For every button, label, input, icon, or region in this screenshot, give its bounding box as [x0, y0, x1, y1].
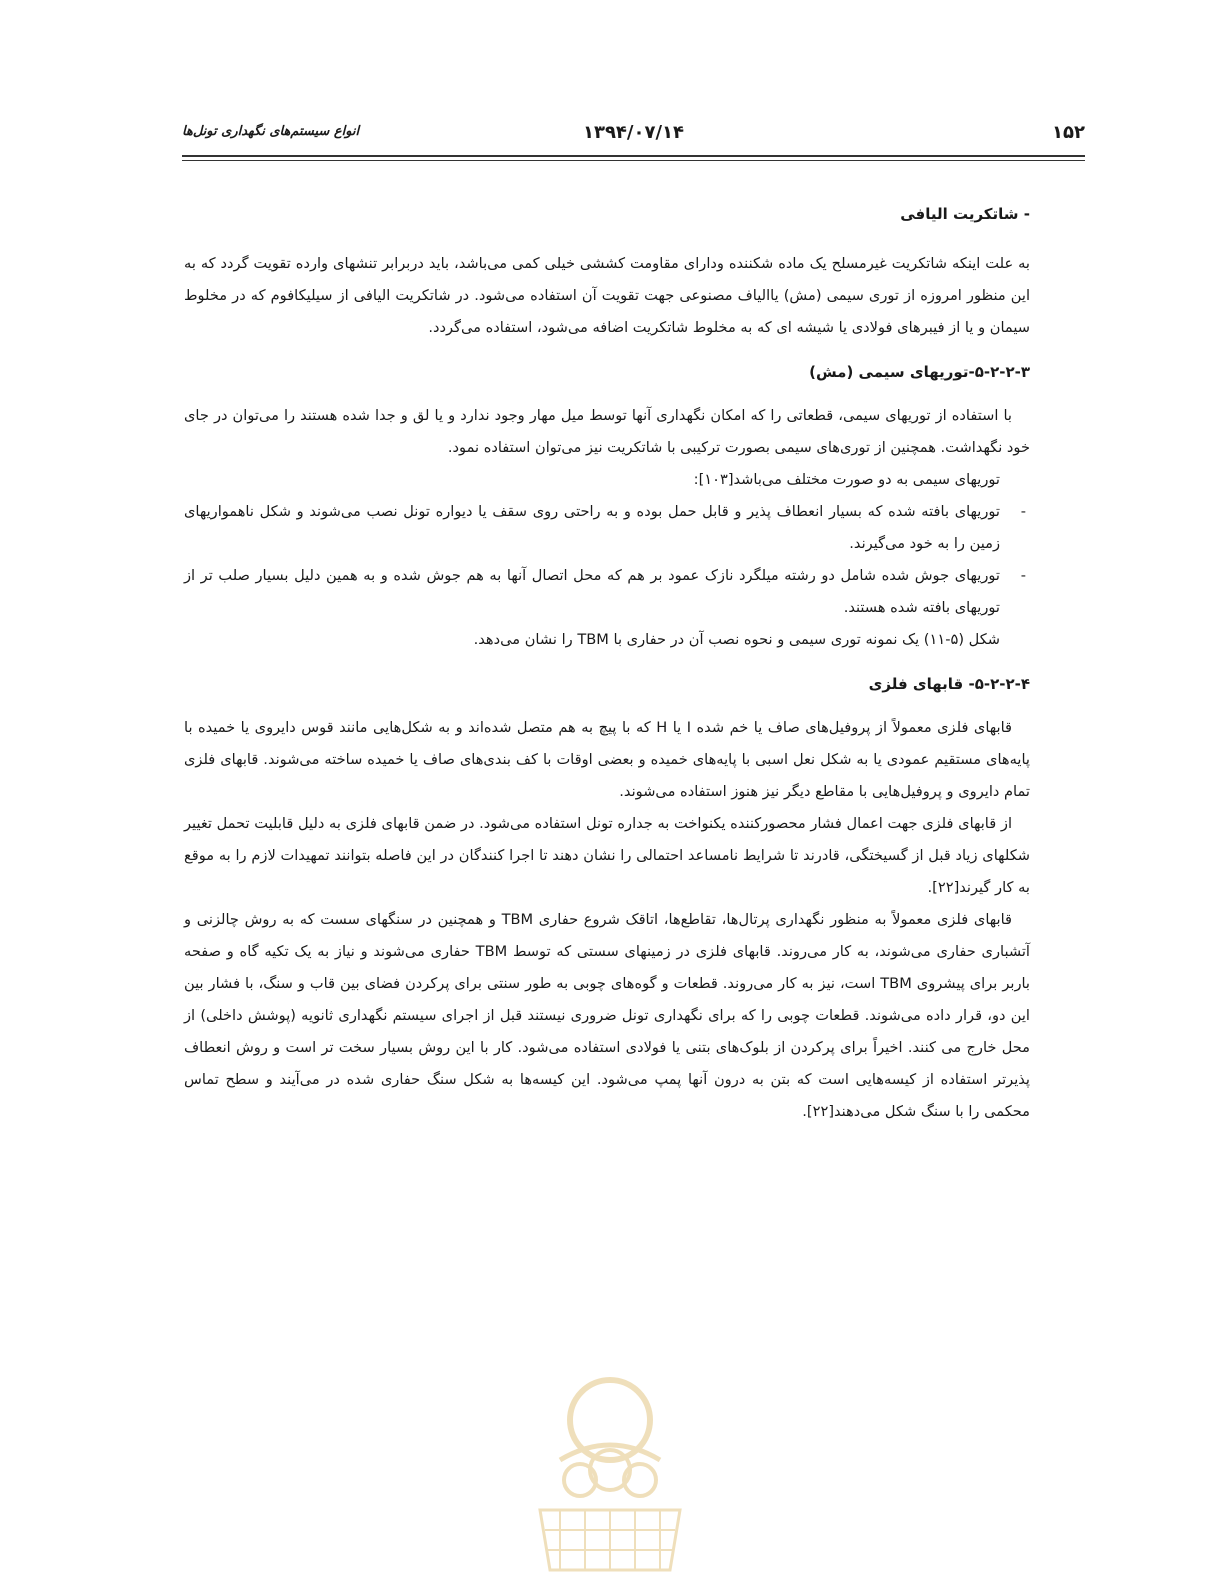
figure-reference: شکل (۵-۱۱) یک نمونه توری سیمی و نحوه نصب آن در حفاری با TBM را نشان می‌دهد.	[473, 631, 1000, 648]
mesh-types-list	[184, 496, 1030, 624]
paragraph-steel-3: قابهای فلزی معمولاً به منظور نگهداری پرتال‌ها، تقاطع‌ها، اتاقک شروع حفاری TBM و همچنین در سنگهای سست که به روش چالزنی و آتشباری حفاری می‌شوند، به کار می‌روند. قابهای فلزی در زمینهای سستی که توسط TBM حفاری می‌شوند و نیاز به یک تکیه گاه و صفحه باربر برای پیشروی TBM است، نیز به کار می‌روند. قطعات و گوه‌های چوبی به طور سنتی برای پرکردن فضای بین قاب و سنگ، با فشار بین این دو، قرار داده می‌شوند. قطعات چوبی را که برای نگهداری تونل ضروری نیستند قبل از اجرای سیستم نگهداری ثانویه (پوشش داخلی) از محل خارج می کنند. اخیراً برای پرکردن از بلوک‌های بتنی یا فولادی استفاده می‌شود. کار با این روش بسیار سخت تر است و روش انعطاف پذیرتر استفاده از کیسه‌هایی است که بتن به درون آنها پمپ می‌شود. این کیسه‌ها به شکل سنگ حفاری شده در می‌آیند و سطح تماس محکمی را با سنگ شکل می‌دهند[۲۲].	[184, 911, 1030, 1120]
page-header	[182, 122, 1085, 154]
paragraph-mesh: با استفاده از توریهای سیمی، قطعاتی را که امکان نگهداری آنها توسط میل مهار وجود ندارد و یا لق و جدا شده هستند را می‌توان در جای خود نگهداشت. همچنین از توری‌های سیمی بصورت ترکیبی با شاتکریت نیز می‌توان استفاده نمود.	[184, 407, 1030, 456]
list-item-text: توریهای جوش شده شامل دو رشته میلگرد نازک عمود بر هم که محل اتصال آنها به هم جوش شده و به همین دلیل بسیار صلب تر از توریهای بافته شده هستند.	[184, 567, 1000, 616]
running-title: انواع سیستم‌های نگهداری تونل‌ها	[182, 124, 360, 139]
header-date: ۱۳۹۴/۰۷/۱۴	[582, 122, 685, 143]
list-dash: -	[1020, 503, 1026, 520]
header-rule-thin	[182, 160, 1085, 161]
header-rule-thick	[182, 155, 1085, 157]
watermark-logo-icon	[500, 1360, 720, 1584]
page-number: ۱۵۲	[1052, 122, 1085, 143]
section-heading-steel: ۵-۲-۲-۴- قابهای فلزی	[868, 675, 1030, 693]
list-item	[184, 560, 1030, 624]
paragraph-fiber: به علت اینکه شاتکریت غیرمسلح یک ماده شکننده ودارای مقاومت کششی خیلی کمی می‌باشد، باید دربرابر تنشهای وارده تقویت گردد که به این منظور امروزه از توری سیمی (مش) یاالیاف مصنوعی جهت تقویت آن استفاده می‌شود. در شاتکریت الیافی از سیلیکافوم که در مخلوط سیمان و یا از فیبرهای فولادی یا شیشه ای که به مخلوط شاتکریت اضافه می‌شود، استفاده می‌گردد.	[184, 255, 1030, 336]
body-text	[184, 198, 1030, 1128]
mesh-types-intro: توریهای سیمی به دو صورت مختلف می‌باشد[۱۰۳]:	[693, 471, 1000, 488]
paragraph-steel-2: از قابهای فلزی جهت اعمال فشار محصورکننده یکنواخت به جداره تونل استفاده می‌شود. در ضمن قابهای فلزی به دلیل قابلیت تحمل تغییر شکلهای زیاد قبل از گسیختگی، قادرند تا شرایط نامساعد احتمالی را نشان دهند تا اجرا کنندگان در این فاصله بتوانند تمهیدات لازم را به موقع به کار گیرند[۲۲].	[184, 815, 1030, 896]
section-heading-fiber: - شاتکریت الیافی	[900, 205, 1030, 223]
list-dash: -	[1020, 567, 1026, 584]
list-item	[184, 496, 1030, 560]
paragraph-steel-1: قابهای فلزی معمولاً از پروفیل‌های صاف یا خم شده I یا H که با پیچ به هم متصل شده‌اند و به شکل‌هایی مانند قوس دایروی یا خمیده با پایه‌های مستقیم عمودی یا به شکل نعل اسبی با پایه‌های خمیده و بعضی اوقات با کف بندی‌های صاف یا خمیده ساخته می‌شوند. قابهای فلزی تمام دایروی و پروفیل‌هایی با مقاطع دیگر نیز هنوز استفاده می‌شوند.	[184, 719, 1030, 800]
section-heading-mesh: ۵-۲-۲-۳-توریهای سیمی (مش)	[809, 363, 1030, 381]
list-item-text: توریهای بافته شده که بسیار انعطاف پذیر و قابل حمل بوده و به راحتی روی سقف یا دیواره تونل نصب می‌شوند و شکل ناهمواریهای زمین را به خود می‌گیرند.	[184, 503, 1000, 552]
